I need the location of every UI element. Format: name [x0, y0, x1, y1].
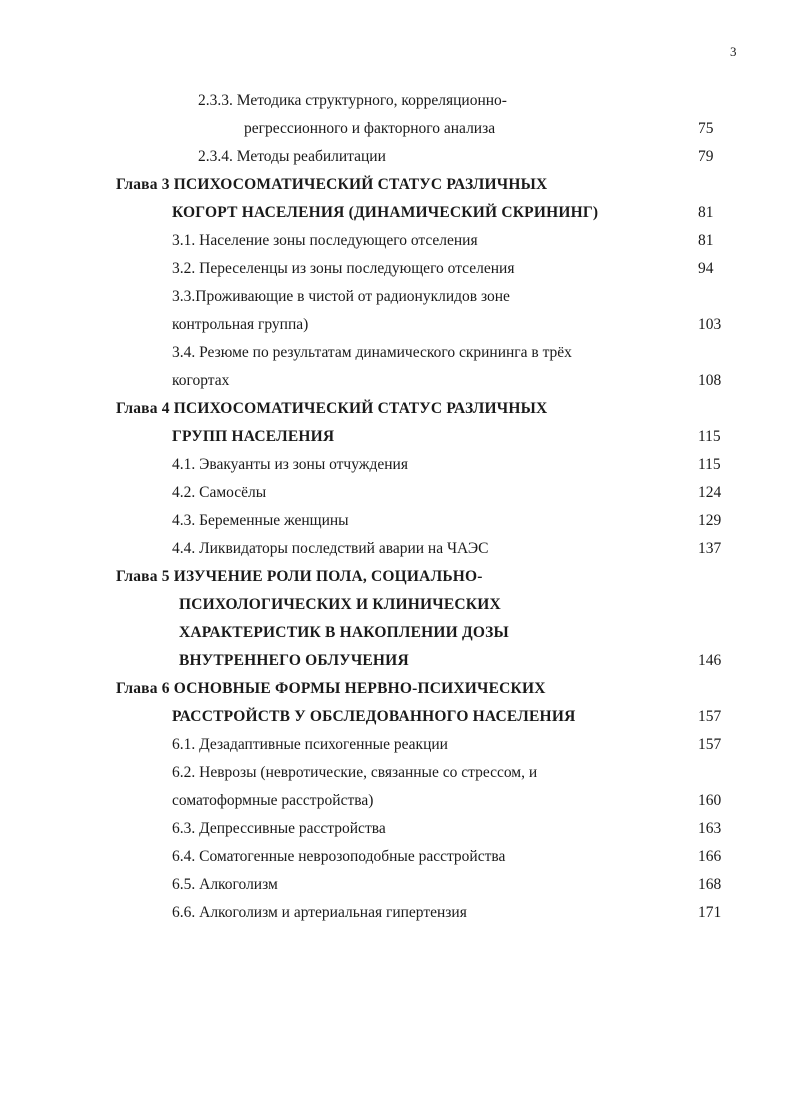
toc-chapter-5-line4: ВНУТРЕННЕГО ОБЛУЧЕНИЯ [179, 652, 409, 669]
toc-entry-6-5: 6.5. Алкоголизм [172, 876, 278, 893]
toc-entry-2-3-4: 2.3.4. Методы реабилитации [198, 148, 386, 165]
toc-page-4-4: 137 [698, 540, 722, 557]
toc-entry-3-1: 3.1. Население зоны последующего отселения [172, 232, 478, 249]
toc-page-4-1: 115 [698, 456, 721, 473]
toc-chapter-5-line2: ПСИХОЛОГИЧЕСКИХ И КЛИНИЧЕСКИХ [179, 596, 501, 613]
toc-entry-3-2: 3.2. Переселенцы из зоны последующего отселения [172, 260, 515, 277]
toc-page-6-6: 171 [698, 904, 722, 921]
toc-entry-3-4-line2: когортах [172, 372, 230, 389]
toc-page-chapter-4: 115 [698, 428, 721, 445]
toc-chapter-4-line2: ГРУПП НАСЕЛЕНИЯ [172, 428, 335, 445]
toc-chapter-5-line3: ХАРАКТЕРИСТИК В НАКОПЛЕНИИ ДОЗЫ [179, 624, 509, 641]
toc-page-4-2: 124 [698, 484, 722, 501]
toc-entry-2-3-3-line1: 2.3.3. Методика структурного, корреляционно- [198, 92, 507, 109]
toc-chapter-4-line1: Глава 4 ПСИХОСОМАТИЧЕСКИЙ СТАТУС РАЗЛИЧНЫХ [116, 400, 548, 417]
toc-chapter-3-line1: Глава 3 ПСИХОСОМАТИЧЕСКИЙ СТАТУС РАЗЛИЧНЫХ [116, 176, 548, 193]
toc-page-3-3: 103 [698, 316, 722, 333]
toc-page-6-2: 160 [698, 792, 722, 809]
toc-entry-4-3: 4.3. Беременные женщины [172, 512, 349, 529]
toc-entry-3-4-line1: 3.4. Резюме по результатам динамического скрининга в трёх [172, 344, 572, 361]
toc-page-2-3-4: 79 [698, 148, 714, 165]
toc-chapter-6-line2: РАССТРОЙСТВ У ОБСЛЕДОВАННОГО НАСЕЛЕНИЯ [172, 708, 576, 725]
toc-entry-6-2-line1: 6.2. Неврозы (невротические, связанные со стрессом, и [172, 764, 538, 781]
toc-entry-3-3-line2: контрольная группа) [172, 316, 309, 333]
toc-page-2-3-3: 75 [698, 120, 714, 137]
toc-page-6-4: 166 [698, 848, 722, 865]
toc-page-3-1: 81 [698, 232, 714, 249]
toc-chapter-5-line1: Глава 5 ИЗУЧЕНИЕ РОЛИ ПОЛА, СОЦИАЛЬНО- [116, 568, 483, 585]
toc-chapter-6-line1: Глава 6 ОСНОВНЫЕ ФОРМЫ НЕРВНО-ПСИХИЧЕСКИХ [116, 680, 546, 697]
toc-entry-6-1: 6.1. Дезадаптивные психогенные реакции [172, 736, 448, 753]
toc-chapter-3-line2: КОГОРТ НАСЕЛЕНИЯ (ДИНАМИЧЕСКИЙ СКРИНИНГ) [172, 204, 599, 221]
toc-entry-4-1: 4.1. Эвакуанты из зоны отчуждения [172, 456, 408, 473]
toc-page-chapter-5: 146 [698, 652, 722, 669]
toc-page-3-2: 94 [698, 260, 714, 277]
toc-page-chapter-3: 81 [698, 204, 714, 221]
toc-page-6-1: 157 [698, 736, 722, 753]
page-number: 3 [730, 44, 737, 59]
toc-entry-6-6: 6.6. Алкоголизм и артериальная гипертензия [172, 904, 467, 921]
toc-page-4-3: 129 [698, 512, 722, 529]
toc-entry-4-4: 4.4. Ликвидаторы последствий аварии на ЧАЭС [172, 540, 489, 557]
toc-page-6-3: 163 [698, 820, 722, 837]
toc-entry-6-2-line2: соматоформные расстройства) [172, 792, 374, 809]
toc-page-3-4: 108 [698, 372, 722, 389]
toc-entry-2-3-3-line2: регрессионного и факторного анализа [244, 120, 496, 137]
toc-page-chapter-6: 157 [698, 708, 722, 725]
toc-entry-3-3-line1: 3.3.Проживающие в чистой от радионуклидов зоне [172, 288, 510, 305]
toc-entry-6-3: 6.3. Депрессивные расстройства [172, 820, 386, 837]
toc-entry-6-4: 6.4. Соматогенные неврозоподобные расстройства [172, 848, 506, 865]
toc-page-6-5: 168 [698, 876, 722, 893]
toc-entry-4-2: 4.2. Самосёлы [172, 484, 267, 501]
